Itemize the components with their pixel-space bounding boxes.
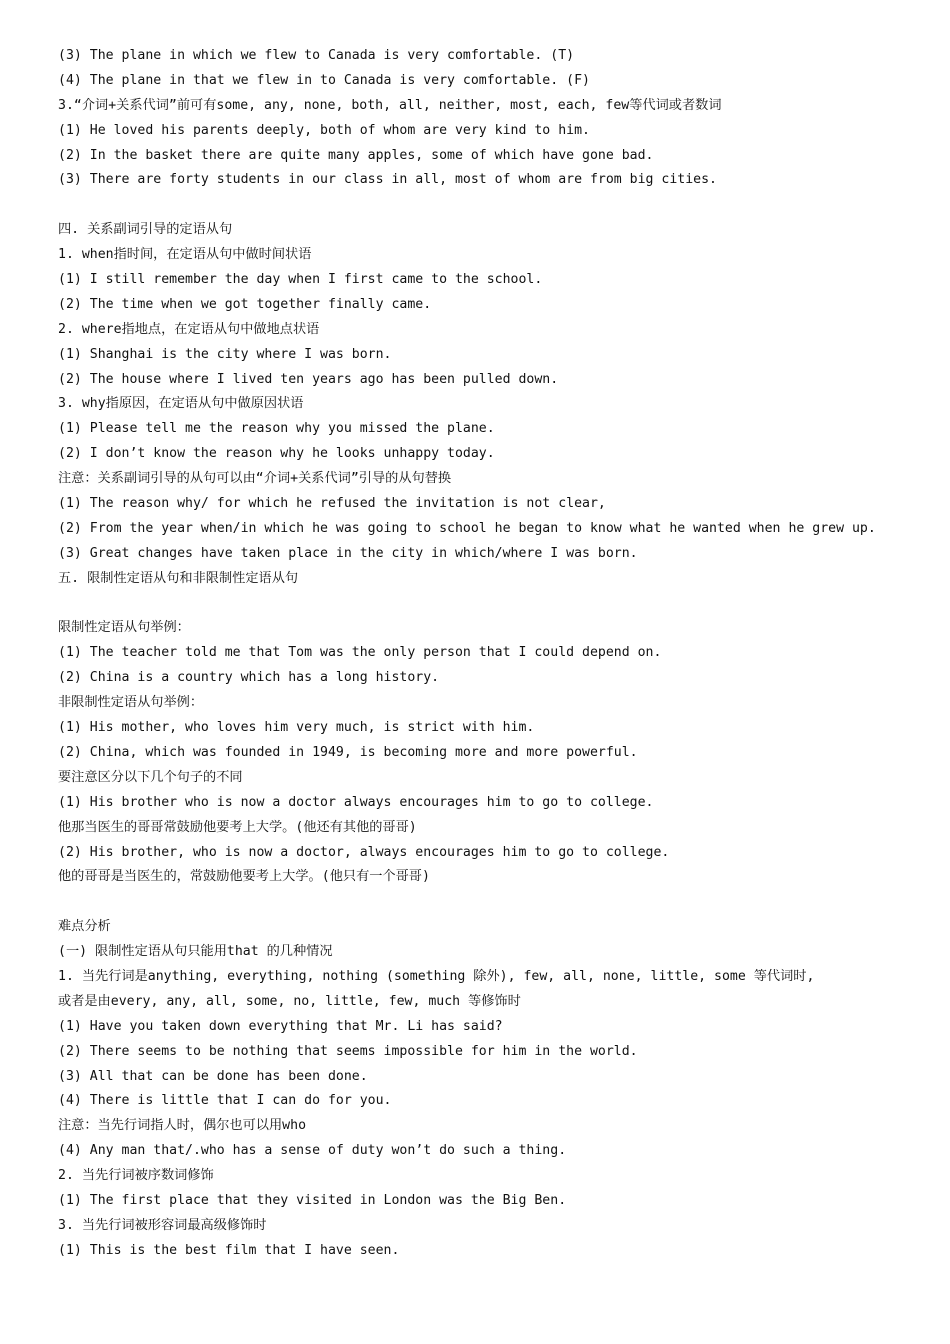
text-line: 五. 限制性定语从句和非限制性定语从句	[58, 570, 299, 586]
text-line: (3) Great changes have taken place in the city in which/where I was born.	[58, 545, 638, 561]
text-line: (1) This is the best film that I have seen.	[58, 1242, 400, 1258]
text-line: (1) His mother, who loves him very much, is strict with him.	[58, 720, 535, 736]
text-line: (1) The reason why/ for which he refused the invitation is not clear,	[58, 496, 606, 512]
text-line: (2) The time when we got together finally came.	[58, 296, 432, 312]
text-line: (3) All that can be done has been done.	[58, 1068, 368, 1084]
text-line: (1) The first place that they visited in London was the Big Ben.	[58, 1192, 567, 1208]
text-line: (4) The plane in that we flew in to Canada is very comfortable. (F)	[58, 72, 590, 88]
text-line: (4) There is little that I can do for you.	[58, 1093, 392, 1109]
text-line: (1) He loved his parents deeply, both of whom are very kind to him.	[58, 122, 590, 138]
text-line: 注意：关系副词引导的从句可以由“介词+关系代词”引导的从句替换	[58, 471, 452, 487]
text-line: (1) The teacher told me that Tom was the only person that I could depend on.	[58, 645, 662, 661]
text-line: (2) I don’t know the reason why he looks unhappy today.	[58, 446, 495, 462]
text-line: 要注意区分以下几个句子的不同	[58, 769, 243, 785]
text-line: (4) Any man that/.who has a sense of duty won’t do such a thing.	[58, 1143, 567, 1159]
text-line: (一) 限制性定语从句只能用that 的几种情况	[58, 944, 333, 960]
text-line: (1) Have you taken down everything that Mr. Li has said?	[58, 1018, 503, 1034]
text-line: 3. why指原因，在定语从句中做原因状语	[58, 396, 304, 412]
text-line: (2) His brother, who is now a doctor, always encourages him to go to college.	[58, 844, 670, 860]
text-line: 1. 当先行词是anything, everything, nothing (something 除外), few, all, none, little, some 等代词时,	[58, 968, 815, 984]
text-line: (2) From the year when/in which he was going to school he began to know what he wanted when he grew up.	[58, 520, 876, 536]
text-line: 2. where指地点，在定语从句中做地点状语	[58, 321, 320, 337]
text-line: 四. 关系副词引导的定语从句	[58, 222, 233, 238]
text-line: (1) Shanghai is the city where I was born.	[58, 346, 392, 362]
blank-line	[58, 890, 938, 915]
text-line: 他那当医生的哥哥常鼓励他要考上大学。(他还有其他的哥哥)	[58, 819, 417, 835]
text-line: (2) The house where I lived ten years ago has been pulled down.	[58, 371, 559, 387]
text-line: 3.“介词+关系代词”前可有some, any, none, both, all, neither, most, each, few等代词或者数词	[58, 97, 722, 113]
document-body	[58, 44, 938, 1264]
text-line: 2. 当先行词被序数词修饰	[58, 1168, 214, 1184]
text-line: 非限制性定语从句举例：	[58, 695, 204, 711]
text-line: (1) I still remember the day when I first came to the school.	[58, 272, 543, 288]
text-line: (3) There are forty students in our class in all, most of whom are from big cities.	[58, 172, 717, 188]
text-line: (2) In the basket there are quite many apples, some of which have gone bad.	[58, 147, 654, 163]
text-line: 或者是由every, any, all, some, no, little, few, much 等修饰时	[58, 993, 521, 1009]
text-line: 他的哥哥是当医生的，常鼓励他要考上大学。(他只有一个哥哥)	[58, 869, 430, 885]
text-line: 3. 当先行词被形容词最高级修饰时	[58, 1217, 267, 1233]
text-line: (1) Please tell me the reason why you missed the plane.	[58, 421, 495, 437]
text-line: (1) His brother who is now a doctor always encourages him to go to college.	[58, 794, 654, 810]
blank-line	[58, 193, 938, 218]
blank-line	[58, 592, 938, 617]
text-line: (2) There seems to be nothing that seems impossible for him in the world.	[58, 1043, 638, 1059]
text-line: 注意：当先行词指人时，偶尔也可以用who	[58, 1118, 307, 1134]
text-line: 1. when指时间，在定语从句中做时间状语	[58, 247, 312, 263]
text-line: 限制性定语从句举例：	[58, 620, 190, 636]
text-line: (2) China is a country which has a long history.	[58, 670, 440, 686]
text-line: (2) China, which was founded in 1949, is becoming more and more powerful.	[58, 744, 638, 760]
text-line: (3) The plane in which we flew to Canada is very comfortable. (T)	[58, 48, 575, 63]
text-line: 难点分析	[58, 919, 111, 935]
